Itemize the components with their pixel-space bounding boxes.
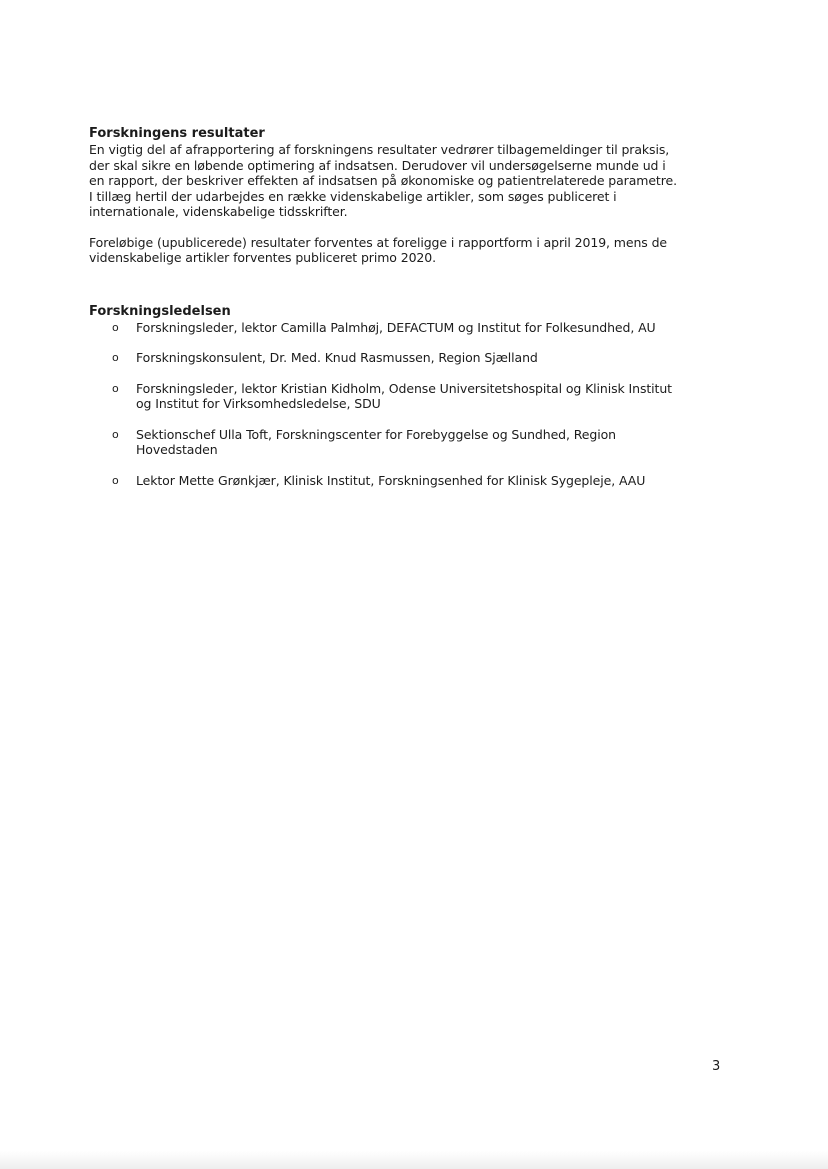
list-item xyxy=(89,320,739,336)
paragraph-line: en rapport, der beskriver effekten af indsatsen på økonomiske og patientrelaterede parametre. xyxy=(89,173,677,188)
list-item xyxy=(89,381,739,412)
list-item-line: Forskningskonsulent, Dr. Med. Knud Rasmussen, Region Sjælland xyxy=(136,350,538,365)
leadership-section xyxy=(89,304,739,489)
bullet-circle-icon: o xyxy=(112,320,119,334)
list-item xyxy=(89,427,739,458)
paragraph-line: videnskabelige artikler forventes publiceret primo 2020. xyxy=(89,250,437,265)
paragraph-line: internationale, videnskabelige tidsskrifter. xyxy=(89,204,348,219)
list-item-line: Forskningsleder, lektor Kristian Kidholm, Odense Universitetshospital og Klinisk Institut xyxy=(136,380,672,396)
page-number: 3 xyxy=(712,1059,721,1074)
bullet-circle-icon: o xyxy=(112,351,119,364)
section-heading-results: Forskningens resultater xyxy=(89,126,265,141)
paragraph-line: En vigtig del af afrapportering af forskningens resultater vedrører tilbagemeldinger til praksis, xyxy=(89,142,670,157)
leadership-list xyxy=(89,320,739,489)
list-item xyxy=(89,350,739,366)
list-item-line: Lektor Mette Grønkjær, Klinisk Institut, Forskningsenhed for Klinisk Sygepleje, AAU xyxy=(136,472,646,488)
bullet-circle-icon: o xyxy=(112,427,119,441)
list-item-line: og Institut for Virksomhedsledelse, SDU xyxy=(136,396,381,411)
bullet-circle-icon: o xyxy=(112,381,119,395)
paragraph-line: I tillæg hertil der udarbejdes en række videnskabelige artikler, som søges publiceret i xyxy=(89,188,617,204)
list-item xyxy=(89,473,739,489)
bullet-circle-icon: o xyxy=(112,473,119,487)
section-heading-leadership: Forskningsledelsen xyxy=(89,303,231,319)
paragraph-line: der skal sikre en løbende optimering af indsatsen. Derudover vil undersøgelserne munde ud i xyxy=(89,157,666,173)
scan-shadow-band xyxy=(0,1151,828,1169)
results-paragraph-1 xyxy=(89,142,739,220)
list-item-line: Forskningsleder, lektor Camilla Palmhøj, DEFACTUM og Institut for Folkesundhed, AU xyxy=(136,319,656,335)
paragraph-line: Foreløbige (upublicerede) resultater forventes at foreligge i rapportform i april 2019, mens de xyxy=(89,234,668,250)
results-paragraph-2 xyxy=(89,235,739,266)
list-item-line: Sektionschef Ulla Toft, Forskningscenter for Forebyggelse og Sundhed, Region xyxy=(136,426,616,442)
list-item-line: Hovedstaden xyxy=(136,442,218,457)
page-content xyxy=(89,126,739,503)
